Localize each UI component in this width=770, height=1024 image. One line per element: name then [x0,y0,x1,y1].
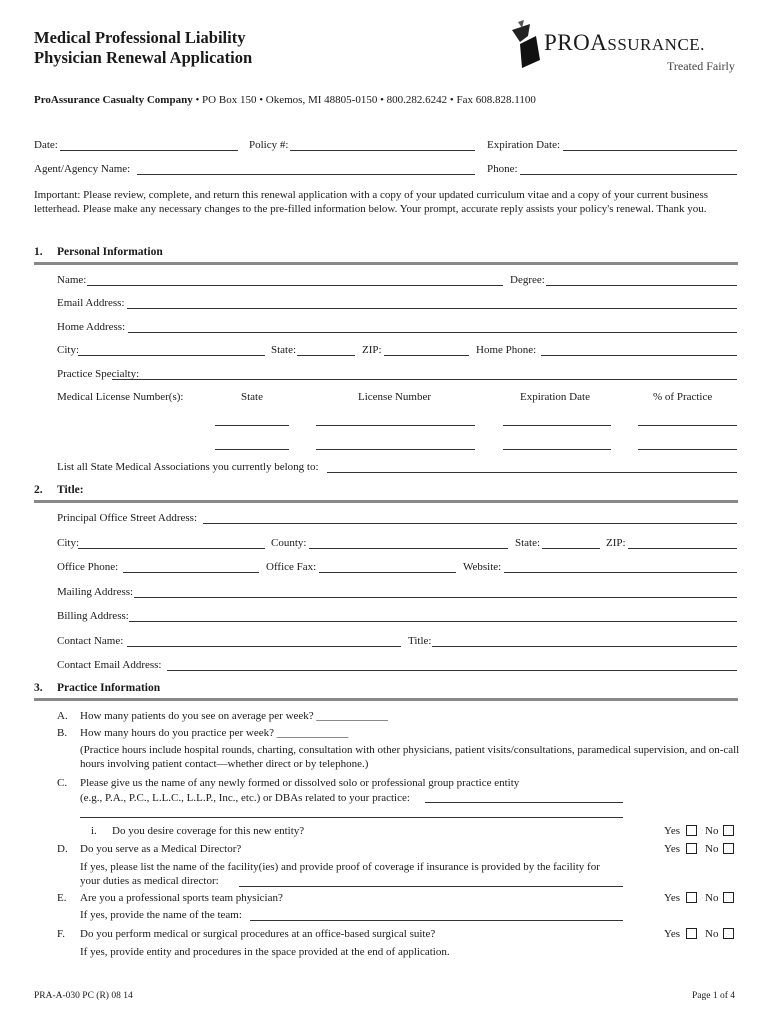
contact-name-label: Contact Name: [57,635,124,647]
section-3-title: Practice Information [57,682,161,694]
important-notice: Important: Please review, complete, and return this renewal application with a copy of your updated curriculum vitae and a copy of your current business letterhead. Please make any necessary changes to the pre-filled information below. Your prompt, accurate reply assists your policy's renewal. Thank you. [34,189,709,215]
question-c-i-text: Do you desire coverage for this new entity? [112,825,305,837]
expiration-label: Expiration Date: [487,139,561,151]
billing-address-label: Billing Address: [57,610,129,622]
e-no-checkbox[interactable] [723,892,734,903]
question-f-letter: F. [57,928,65,940]
email-label: Email Address: [57,297,125,309]
company-details: • PO Box 150 • Okemos, MI 48805-0150 • 800.282.6242 • Fax 608.828.1100 [192,94,536,106]
logo-ssurance: SSURANCE. [607,35,705,54]
section-1-number: 1. [34,246,43,258]
state-label: State: [271,344,297,356]
question-d-text: Do you serve as a Medical Director? [80,843,242,855]
agent-phone-field[interactable] [520,174,737,175]
agent-field[interactable] [137,174,475,175]
policy-label: Policy #: [249,139,289,151]
city-label: City: [57,344,80,356]
zip-label: ZIP: [362,344,382,356]
office-city-field[interactable] [78,548,265,549]
license-state-1[interactable] [215,425,289,426]
question-a-letter: A. [57,710,68,722]
question-b-text: How many hours do you practice per week? _____________ [80,727,349,739]
specialty-field[interactable] [112,379,737,380]
question-e-text: Are you a professional sports team physician? [80,892,283,904]
page-number: Page 1 of 4 [692,991,736,1001]
c-i-yes-label: Yes [664,825,681,837]
d-no-checkbox[interactable] [723,843,734,854]
contact-email-field[interactable] [167,670,737,671]
c-i-no-label: No [705,825,719,837]
home-address-field[interactable] [128,332,737,333]
c-i-yes-checkbox[interactable] [686,825,697,836]
question-f-text: Do you perform medical or surgical procedures at an office-based surgical suite? [80,928,436,940]
e-no-label: No [705,892,719,904]
state-field[interactable] [297,355,355,356]
logo-pro: PRO [544,30,591,55]
medical-director-field[interactable] [239,886,623,887]
agent-label: Agent/Agency Name: [34,163,131,175]
office-phone-field[interactable] [123,572,259,573]
c-i-no-checkbox[interactable] [723,825,734,836]
team-name-field[interactable] [250,920,623,921]
question-e-note: If yes, provide the name of the team: [80,909,242,921]
f-yes-checkbox[interactable] [686,928,697,939]
tagline: Treated Fairly [667,59,735,73]
city-field[interactable] [78,355,265,356]
logo-a: A [590,30,608,55]
question-c-text-2: (e.g., P.A., P.C., L.L.C., L.L.P., Inc., etc.) or DBAs related to your practice: [80,792,410,804]
f-yes-label: Yes [664,928,681,940]
license-col-state: State [241,391,263,403]
section-1-rule [34,262,738,265]
email-field[interactable] [127,308,737,309]
question-c-text-1: Please give us the name of any newly formed or dissolved solo or professional group practice entity [80,777,520,789]
question-b-letter: B. [57,727,68,739]
principal-address-field[interactable] [203,523,737,524]
license-label: Medical License Number(s): [57,391,184,403]
question-f-note: If yes, provide entity and procedures in the space provided at the end of application. [80,946,450,958]
principal-address-label: Principal Office Street Address: [57,512,198,524]
degree-label: Degree: [510,274,545,286]
specialty-label: Practice Specialty: [57,368,140,380]
contact-name-field[interactable] [127,646,401,647]
company-address [34,94,536,106]
e-yes-label: Yes [664,892,681,904]
question-a-text: How many patients do you see on average per week? _____________ [80,710,388,722]
question-c-i-letter: i. [91,825,97,837]
license-percent-1[interactable] [638,425,737,426]
contact-email-label: Contact Email Address: [57,659,162,671]
form-title [34,28,252,68]
d-no-label: No [705,843,719,855]
home-phone-field[interactable] [541,355,737,356]
question-d-note-1: If yes, please list the name of the facility(ies) and provide proof of coverage if insurance is provided by the facility for [80,861,600,873]
date-field[interactable] [60,150,238,151]
question-d-letter: D. [57,843,68,855]
title-line-2: Physician Renewal Application [34,48,253,67]
section-2-rule [34,500,738,503]
section-3-number: 3. [34,682,43,694]
website-field[interactable] [504,572,737,573]
office-fax-field[interactable] [319,572,456,573]
question-c-letter: C. [57,777,68,789]
county-field[interactable] [309,548,508,549]
date-label: Date: [34,139,58,151]
question-b-note: (Practice hours include hospital rounds, charting, consultation with other physicians, patient visits/consultations, paramedical supervision, and on-call hours involving patient contact—whether direct or by telephone.) [80,744,740,770]
contact-title-field[interactable] [432,646,737,647]
associations-field[interactable] [327,472,737,473]
entity-name-field-2[interactable] [80,817,623,818]
e-yes-checkbox[interactable] [686,892,697,903]
associations-label: List all State Medical Associations you currently belong to: [57,461,319,473]
office-zip-field[interactable] [628,548,737,549]
office-phone-label: Office Phone: [57,561,119,573]
form-code: PRA-A-030 PC (R) 08 14 [34,991,133,1001]
section-2-title: Title: [57,484,84,496]
license-expiration-2[interactable] [503,449,611,450]
billing-address-field[interactable] [129,621,737,622]
office-state-label: State: [515,537,541,549]
entity-name-field[interactable] [425,802,623,803]
proassurance-logo-icon [506,20,546,72]
d-yes-label: Yes [664,843,681,855]
section-1-title: Personal Information [57,246,163,258]
title-line-1: Medical Professional Liability [34,28,246,47]
phone-label: Phone: [487,163,518,175]
d-yes-checkbox[interactable] [686,843,697,854]
license-number-1[interactable] [316,425,475,426]
degree-field[interactable] [546,285,737,286]
license-col-expiration: Expiration Date [520,391,590,403]
office-fax-label: Office Fax: [266,561,317,573]
name-field[interactable] [87,285,503,286]
county-label: County: [271,537,307,549]
license-percent-2[interactable] [638,449,737,450]
mailing-address-field[interactable] [134,597,737,598]
f-no-label: No [705,928,719,940]
license-state-2[interactable] [215,449,289,450]
license-expiration-1[interactable] [503,425,611,426]
website-label: Website: [463,561,502,573]
question-d-note-2: your duties as medical director: [80,875,219,887]
license-col-number: License Number [358,391,431,403]
section-3-rule [34,698,738,701]
license-col-percent: % of Practice [653,391,713,403]
f-no-checkbox[interactable] [723,928,734,939]
company-name: ProAssurance Casualty Company [34,94,193,106]
expiration-field[interactable] [563,150,737,151]
question-e-letter: E. [57,892,67,904]
office-zip-label: ZIP: [606,537,626,549]
contact-title-label: Title: [408,635,432,647]
logo-wordmark [544,30,705,56]
zip-field[interactable] [384,355,469,356]
home-address-label: Home Address: [57,321,126,333]
office-city-label: City: [57,537,80,549]
office-state-field[interactable] [542,548,600,549]
policy-field[interactable] [290,150,475,151]
license-number-2[interactable] [316,449,475,450]
name-label: Name: [57,274,87,286]
mailing-address-label: Mailing Address: [57,586,134,598]
section-2-number: 2. [34,484,43,496]
home-phone-label: Home Phone: [476,344,537,356]
